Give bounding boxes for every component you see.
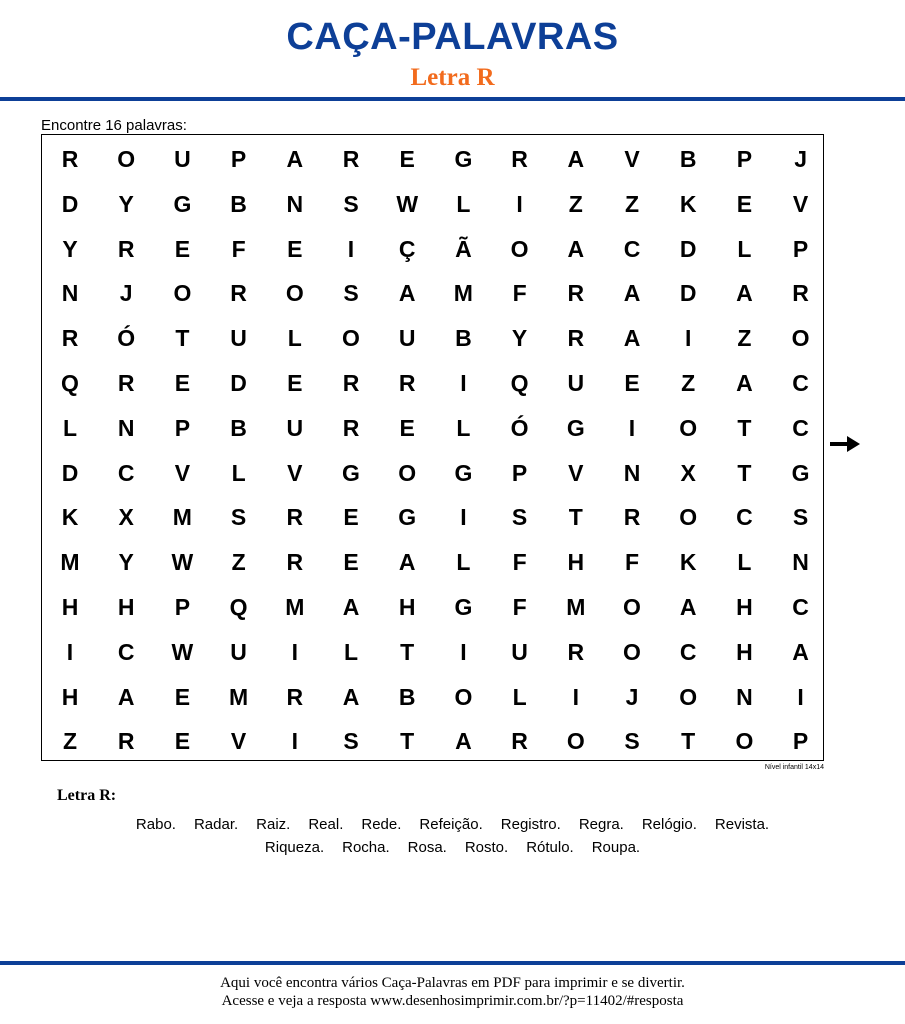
grid-letter[interactable]: U [567, 370, 585, 396]
grid-letter[interactable]: W [171, 549, 194, 576]
grid-letter[interactable]: A [623, 280, 641, 307]
grid-letter[interactable]: R [117, 235, 135, 262]
grid-letter[interactable]: M [172, 504, 192, 531]
grid-letter[interactable]: E [343, 549, 359, 576]
grid-letter[interactable]: S [511, 504, 528, 531]
grid-letter[interactable]: F [231, 235, 246, 262]
grid-letter[interactable]: V [230, 728, 247, 755]
word-list-item: Radar. [193, 816, 239, 833]
grid-letter[interactable]: R [623, 504, 641, 531]
grid-letter[interactable]: P [511, 459, 528, 486]
grid-letter[interactable]: R [342, 146, 360, 172]
grid-letter[interactable]: W [396, 190, 419, 217]
grid-letter[interactable]: T [175, 325, 190, 352]
grid-letter[interactable]: K [679, 549, 697, 576]
word-list-item: Rabo. [135, 816, 176, 833]
word-list-item: Raiz. [256, 816, 291, 833]
word-list-item: Rosto. [464, 839, 509, 856]
grid-letter[interactable]: I [572, 683, 579, 710]
grid-letter[interactable]: E [174, 728, 191, 755]
grid-letter[interactable]: O [398, 459, 417, 486]
grid-letter[interactable]: A [342, 594, 360, 620]
grid-letter[interactable]: O [679, 683, 698, 710]
grid-letter[interactable]: E [736, 190, 753, 217]
grid-letter[interactable]: Ó [117, 325, 136, 352]
header-divider [0, 97, 905, 101]
word-list-item: Rocha. [342, 839, 390, 856]
grid-letter[interactable]: O [735, 728, 754, 755]
level-label: Nível infantil 14x14 [764, 764, 824, 771]
grid-letter[interactable]: O [454, 683, 473, 710]
grid-letter[interactable]: D [61, 459, 79, 486]
grid-letter[interactable]: L [737, 235, 752, 262]
grid-letter[interactable]: O [679, 504, 698, 531]
grid-letter[interactable]: I [291, 728, 298, 755]
grid-letter[interactable]: A [398, 280, 416, 307]
word-list-item: Relógio. [641, 816, 697, 833]
grid-letter[interactable]: X [680, 459, 696, 486]
grid-letter[interactable]: R [230, 280, 247, 307]
grid-letter[interactable]: O [285, 280, 304, 307]
grid-letter[interactable]: Z [231, 549, 246, 576]
grid-letter[interactable]: P [792, 235, 809, 262]
word-list-item: Real. [308, 816, 344, 833]
grid-letter[interactable]: O [342, 325, 360, 352]
grid-letter[interactable]: V [174, 459, 191, 486]
grid-letter[interactable]: J [794, 146, 807, 172]
grid-letter[interactable]: Z [62, 728, 78, 755]
grid-letter[interactable]: K [679, 190, 697, 217]
grid-letter[interactable]: I [347, 235, 355, 262]
right-arrow-icon[interactable] [829, 434, 861, 459]
grid-letter[interactable]: B [455, 325, 472, 352]
grid-letter[interactable]: A [398, 549, 416, 576]
grid-letter[interactable]: Ã [455, 235, 472, 262]
grid-letter[interactable]: B [398, 683, 416, 710]
grid-letter[interactable]: Q [229, 594, 248, 620]
grid-letter[interactable]: R [117, 728, 135, 755]
instruction-text: Encontre 16 palavras: [41, 117, 187, 134]
grid-letter[interactable]: X [118, 504, 134, 531]
grid-letter[interactable]: E [399, 414, 415, 441]
grid-letter[interactable]: C [117, 459, 135, 486]
grid-letter[interactable]: N [286, 190, 304, 217]
right-arrow-glyph [829, 434, 861, 454]
grid-letter[interactable]: A [567, 235, 585, 262]
grid-letter[interactable]: D [230, 370, 247, 396]
grid-letter[interactable]: J [119, 280, 133, 307]
grid-letter[interactable]: Q [510, 370, 529, 396]
grid-letter[interactable]: U [174, 146, 191, 172]
grid-letter[interactable]: R [567, 638, 585, 665]
grid-letter[interactable]: E [174, 370, 191, 396]
grid-letter[interactable]: O [566, 728, 585, 755]
page-subtitle: Letra R [410, 64, 495, 91]
grid-letter[interactable]: G [342, 459, 360, 486]
grid-letter[interactable]: R [567, 325, 585, 352]
grid-letter[interactable]: M [60, 549, 80, 576]
grid-letter[interactable]: T [737, 414, 752, 441]
grid-letter[interactable]: H [117, 594, 135, 620]
grid-letter[interactable]: P [174, 594, 191, 620]
grid-letter[interactable]: U [286, 414, 304, 441]
grid-letter[interactable]: T [400, 728, 415, 755]
grid-letter[interactable]: V [792, 190, 809, 217]
grid-letter[interactable]: F [512, 280, 527, 307]
grid-letter[interactable]: N [623, 459, 641, 486]
grid-letter[interactable]: R [117, 370, 135, 396]
grid-letter[interactable]: F [512, 549, 527, 576]
grid-letter[interactable]: A [792, 638, 809, 665]
grid-letter[interactable]: C [792, 414, 809, 441]
grid-letter[interactable]: C [679, 638, 697, 665]
grid-letter[interactable]: R [398, 370, 416, 396]
page-title: CAÇA-PALAVRAS [286, 16, 619, 58]
grid-letter[interactable]: T [681, 728, 696, 755]
grid-letter[interactable]: I [684, 325, 692, 352]
grid-letter[interactable]: L [456, 549, 471, 576]
grid-letter[interactable]: Y [511, 325, 528, 352]
word-list-title: Letra R: [57, 787, 117, 804]
grid-letter[interactable]: E [174, 235, 191, 262]
grid-letter[interactable]: C [792, 594, 809, 620]
grid-letter[interactable]: S [230, 504, 247, 531]
grid-letter[interactable]: L [456, 190, 471, 217]
grid-letter[interactable]: P [174, 414, 191, 441]
grid-letter[interactable]: E [287, 235, 303, 262]
grid-letter[interactable]: C [792, 370, 809, 396]
grid-letter[interactable]: N [792, 549, 809, 576]
grid-letter[interactable]: V [568, 459, 584, 486]
grid-letter[interactable]: S [343, 190, 359, 217]
grid-letter[interactable]: Z [568, 190, 583, 217]
grid-letter[interactable]: U [230, 638, 247, 665]
grid-letter[interactable]: N [117, 414, 135, 441]
grid-letter[interactable]: V [287, 459, 303, 486]
word-list-row-1 [0, 816, 905, 833]
grid-letter[interactable]: P [230, 146, 247, 172]
grid-letter[interactable]: L [287, 325, 302, 352]
word-list-item: Registro. [500, 816, 561, 833]
grid-letter[interactable]: P [792, 728, 809, 755]
grid-letter[interactable]: L [737, 549, 752, 576]
grid-letter[interactable]: U [511, 638, 528, 665]
grid-letter[interactable]: E [287, 370, 303, 396]
grid-letter[interactable]: L [456, 414, 471, 441]
grid-letter[interactable]: G [398, 504, 417, 531]
grid-letter[interactable]: E [399, 146, 415, 172]
grid-letter[interactable]: M [453, 280, 473, 307]
grid-letter[interactable]: Ç [398, 235, 416, 262]
grid-letter[interactable]: L [231, 459, 246, 486]
grid-letter[interactable]: I [460, 370, 467, 396]
grid-letter[interactable]: H [736, 594, 753, 620]
grid-letter[interactable]: V [624, 146, 640, 172]
grid-letter[interactable]: R [792, 280, 809, 307]
grid-letter[interactable]: T [400, 638, 415, 665]
grid-letter[interactable]: G [566, 414, 585, 441]
grid-letter[interactable]: B [679, 146, 697, 172]
grid-letter[interactable]: I [628, 414, 636, 441]
word-list-item: Refeição. [419, 816, 483, 833]
grid-letter[interactable]: H [736, 638, 753, 665]
grid-letter[interactable]: R [342, 414, 360, 441]
grid-letter[interactable]: G [791, 459, 810, 486]
grid-letter[interactable]: P [736, 146, 753, 172]
grid-letter[interactable]: R [61, 325, 79, 352]
grid-letter[interactable]: R [286, 504, 304, 531]
grid-letter[interactable]: R [567, 280, 585, 307]
grid-letter[interactable]: O [679, 414, 698, 441]
grid-letter[interactable]: G [454, 146, 473, 172]
grid-letter[interactable]: R [61, 146, 79, 172]
grid-letter[interactable]: A [736, 280, 753, 307]
grid-letter[interactable]: T [737, 459, 752, 486]
grid-letter[interactable]: M [229, 683, 249, 710]
grid-letter[interactable]: B [230, 414, 247, 441]
grid-letter[interactable]: I [460, 638, 467, 665]
grid-letter[interactable]: Y [118, 549, 134, 576]
grid-letter[interactable]: E [174, 683, 191, 710]
grid-letter[interactable]: D [679, 280, 697, 307]
grid-letter[interactable]: I [516, 190, 523, 217]
grid-letter[interactable]: E [624, 370, 640, 396]
grid-letter[interactable]: Z [737, 325, 752, 352]
grid-letter[interactable]: S [343, 728, 359, 755]
grid-letter[interactable]: Z [681, 370, 696, 396]
grid-letter[interactable]: D [61, 190, 79, 217]
grid-letter[interactable]: A [567, 146, 585, 172]
footer-line-1: Aqui você encontra vários Caça-Palavras em PDF para imprimir e se divertir. [220, 975, 685, 991]
grid-letter[interactable]: M [566, 594, 586, 620]
word-list-item: Rótulo. [526, 839, 574, 856]
grid-letter[interactable]: Ó [510, 414, 529, 441]
word-list-item: Rede. [361, 816, 402, 833]
word-search-grid [41, 134, 824, 761]
footer-divider [0, 961, 905, 965]
grid-letter[interactable]: Z [624, 190, 640, 217]
grid-letter[interactable]: L [62, 414, 78, 441]
grid-letter[interactable]: O [623, 594, 641, 620]
grid-letter[interactable]: H [61, 683, 79, 710]
word-list-item: Regra. [578, 816, 624, 833]
grid-letter[interactable]: W [171, 638, 194, 665]
grid-letter[interactable]: C [736, 504, 753, 531]
word-list-item: Rosa. [407, 839, 447, 856]
grid-letter[interactable]: J [625, 683, 639, 710]
grid-letter[interactable]: Y [118, 190, 134, 217]
grid-letter[interactable]: O [623, 638, 641, 665]
grid-letter[interactable]: Q [61, 370, 79, 396]
grid-letter[interactable]: K [61, 504, 79, 531]
grid-letter[interactable]: U [230, 325, 247, 352]
grid-letter[interactable]: A [736, 370, 753, 396]
grid-letter[interactable]: A [623, 325, 641, 352]
grid-letter[interactable]: I [797, 683, 804, 710]
grid-letter[interactable]: C [623, 235, 641, 262]
grid-letter[interactable]: H [567, 549, 585, 576]
grid-letter[interactable]: G [454, 594, 473, 620]
grid-letter[interactable]: S [792, 504, 809, 531]
word-list-row-2 [0, 839, 905, 856]
grid-letter[interactable]: S [624, 728, 640, 755]
grid-letter[interactable]: A [342, 683, 360, 710]
grid-letter[interactable]: A [286, 146, 304, 172]
grid-letter[interactable]: I [460, 504, 467, 531]
word-list-item: Roupa. [591, 839, 641, 856]
grid-letter[interactable]: F [512, 594, 527, 620]
grid-letter[interactable]: R [511, 728, 528, 755]
grid-letter[interactable]: O [510, 235, 529, 262]
grid-letter[interactable]: Y [62, 235, 78, 262]
grid-letter[interactable]: A [117, 683, 135, 710]
grid-letter[interactable]: A [679, 594, 697, 620]
grid-letter[interactable]: E [343, 504, 359, 531]
grid-letter[interactable]: C [117, 638, 135, 665]
grid-letter[interactable]: D [679, 235, 697, 262]
grid-letter[interactable]: H [398, 594, 416, 620]
grid-letter[interactable]: I [66, 638, 74, 665]
grid-letter[interactable]: I [291, 638, 298, 665]
grid-letter[interactable]: O [117, 146, 136, 172]
grid-letter[interactable]: H [61, 594, 79, 620]
grid-letter[interactable]: S [343, 280, 359, 307]
grid-letter[interactable]: L [343, 638, 359, 665]
grid-letter[interactable]: M [285, 594, 305, 620]
grid-letter[interactable]: T [568, 504, 583, 531]
word-list-item: Revista. [714, 816, 770, 833]
grid-letter[interactable]: R [342, 370, 360, 396]
grid-letter[interactable]: A [455, 728, 472, 755]
grid-letter[interactable]: L [512, 683, 527, 710]
grid-letter[interactable]: R [286, 683, 304, 710]
grid-letter[interactable]: O [791, 325, 810, 352]
grid-letter[interactable]: G [454, 459, 473, 486]
grid-letter[interactable]: B [230, 190, 247, 217]
grid-letter[interactable]: G [173, 190, 192, 217]
footer-line-2: Acesse e veja a resposta www.desenhosimprimir.com.br/?p=11402/#resposta [221, 993, 684, 1009]
grid-letter[interactable]: O [173, 280, 192, 307]
grid-letter[interactable]: R [511, 146, 528, 172]
grid-letter[interactable]: N [736, 683, 753, 710]
word-list-item: Riqueza. [264, 839, 325, 856]
grid-letter[interactable]: F [624, 549, 640, 576]
grid-letter[interactable]: R [286, 549, 304, 576]
grid-letter[interactable]: U [398, 325, 416, 352]
grid-letter[interactable]: N [61, 280, 79, 307]
